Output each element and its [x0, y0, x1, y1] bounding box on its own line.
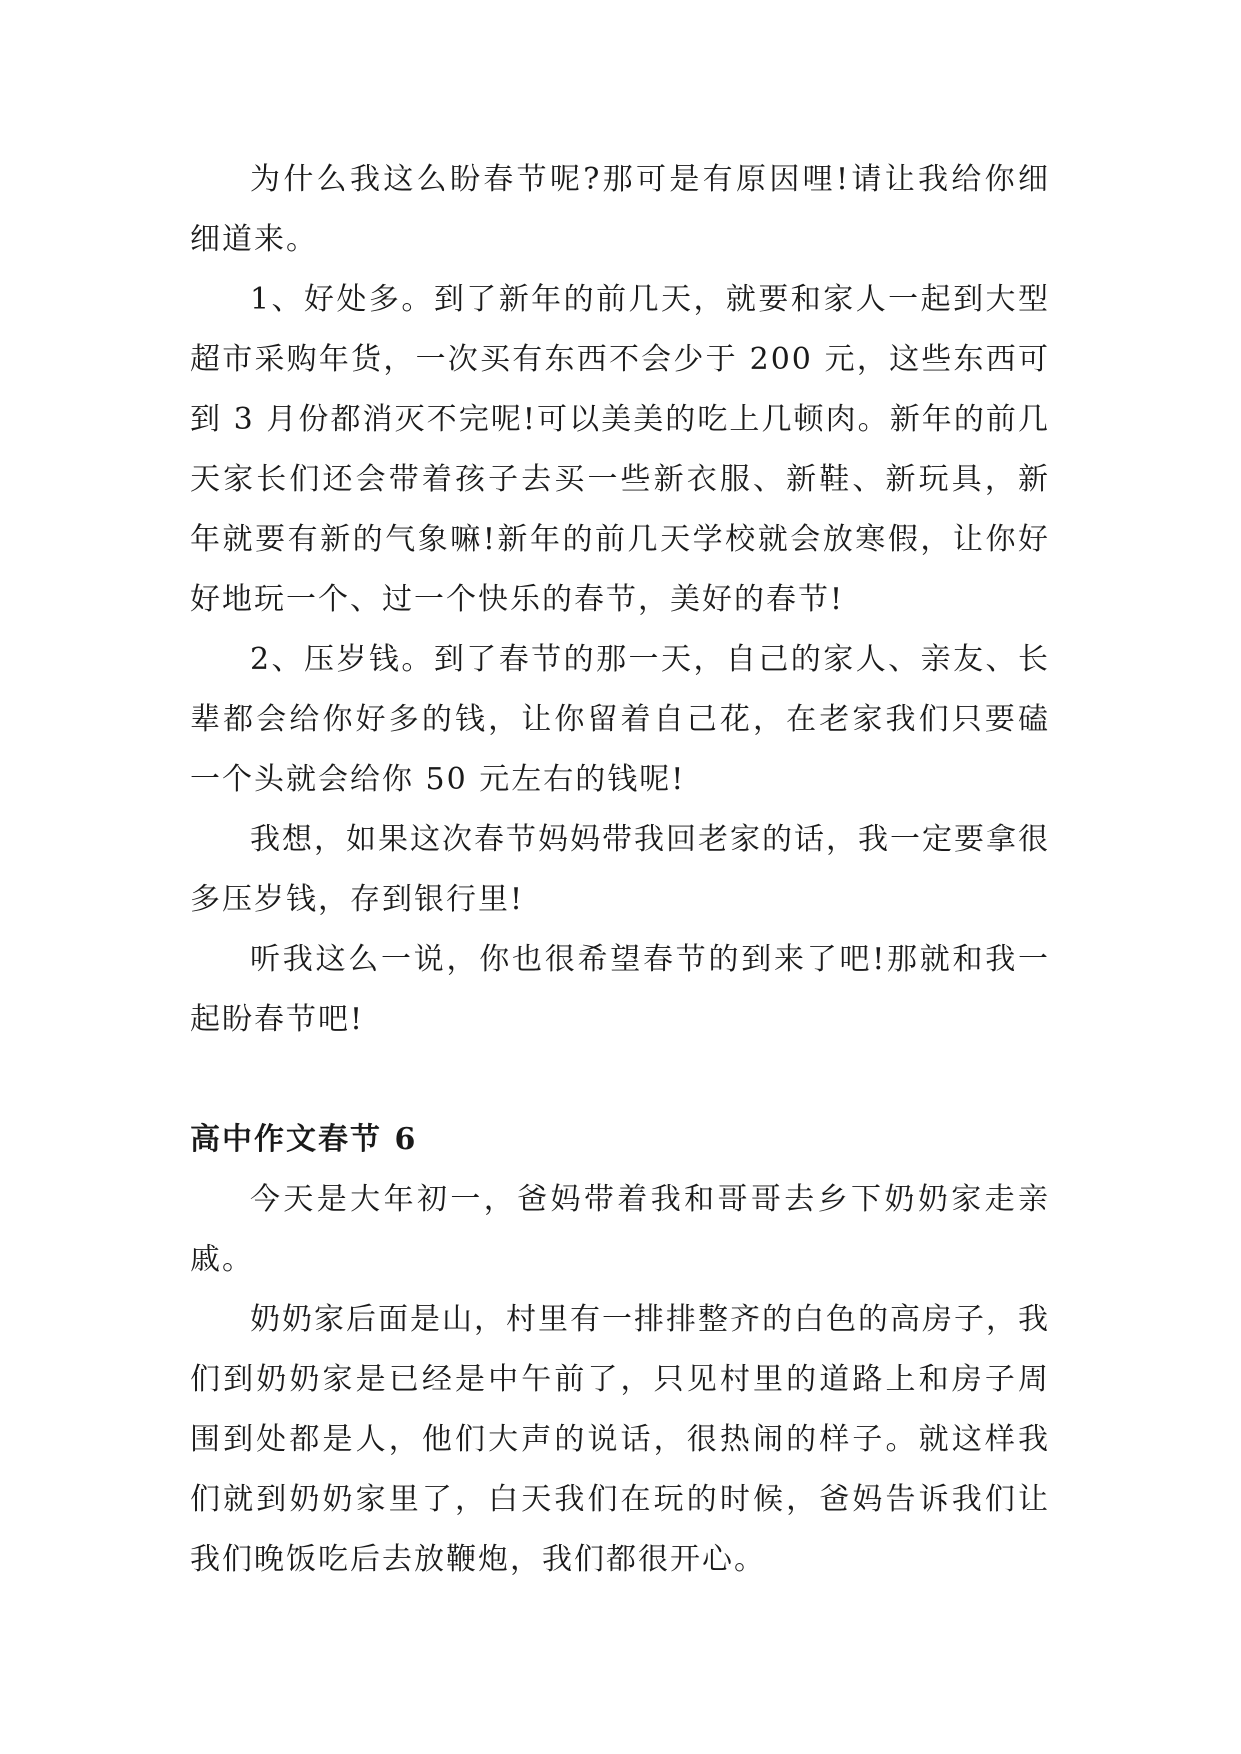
paragraph-grandma-house: 奶奶家后面是山，村里有一排排整齐的白色的高房子，我们到奶奶家是已经是中午前了，只见村里的道路上和房子周围到处都是人，他们大声的说话，很热闹的样子。就这样我们就到奶奶家里了，白天我们在玩的时候，爸妈告诉我们让我们晚饭吃后去放鞭炮，我们都很开心。 [190, 1302, 1050, 1577]
paragraph-benefits: 1、好处多。到了新年的前几天，就要和家人一起到大型超市采购年货，一次买有东西不会少于 200 元，这些东西可到 3 月份都消灭不完呢!可以美美的吃上几顿肉。新年的前几天家长们还会带着孩子去买一些新衣服、新鞋、新玩具，新年就要有新的气象嘛!新年的前几天学校就会放寒假，让你好好地玩一个、过一个快乐的春节，美好的春节! [190, 282, 1050, 617]
paragraph-new-year-day: 今天是大年初一，爸妈带着我和哥哥去乡下奶奶家走亲戚。 [190, 1182, 1050, 1277]
paragraph-why-look-forward: 为什么我这么盼春节呢?那可是有原因哩!请让我给你细细道来。 [190, 162, 1050, 257]
paragraph-lucky-money: 2、压岁钱。到了春节的那一天，自己的家人、亲友、长辈都会给你好多的钱，让你留着自己花，在老家我们只要磕一个头就会给你 50 元左右的钱呢! [190, 642, 1050, 797]
section-title: 高中作文春节 6 [190, 1122, 418, 1157]
document-body [190, 150, 1050, 1590]
paragraph-save-money: 我想，如果这次春节妈妈带我回老家的话，我一定要拿很多压岁钱，存到银行里! [190, 822, 1050, 917]
paragraph-conclusion: 听我这么一说，你也很希望春节的到来了吧!那就和我一起盼春节吧! [190, 942, 1050, 1037]
